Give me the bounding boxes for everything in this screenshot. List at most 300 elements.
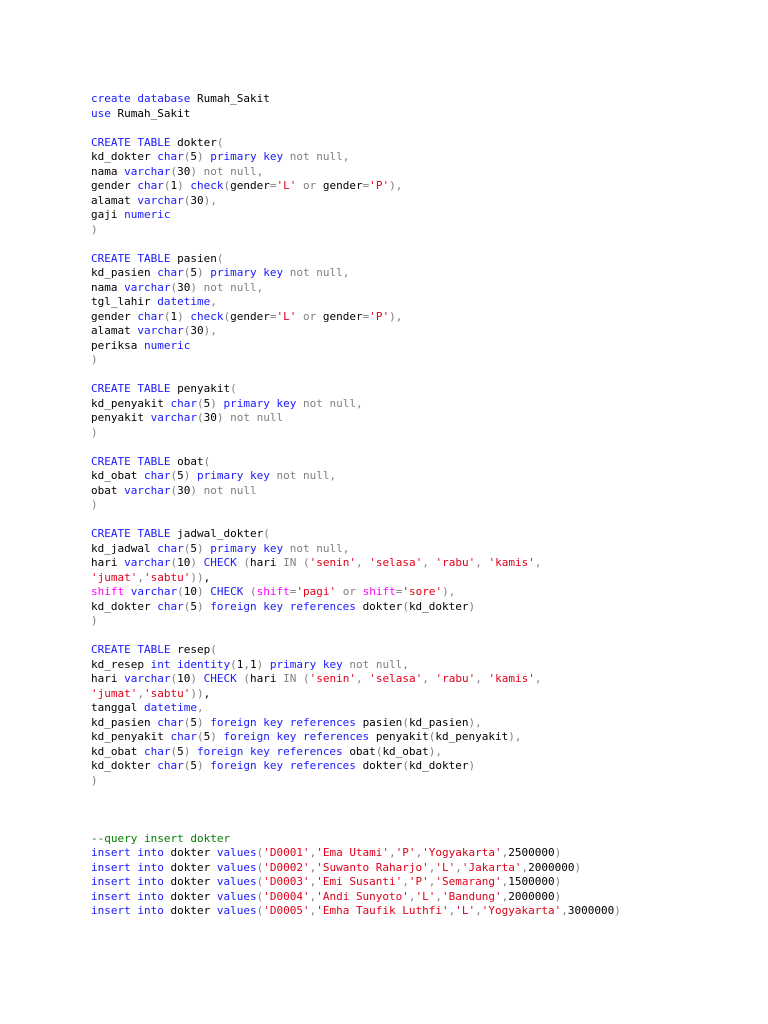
operator-text: ( bbox=[230, 657, 237, 671]
sql-keyword: char bbox=[143, 469, 171, 482]
identifier-text: obat bbox=[177, 454, 204, 468]
string-literal: 'pagi' bbox=[296, 585, 337, 598]
identifier-text: 30 bbox=[177, 280, 191, 294]
identifier-text: kd_pasien bbox=[91, 266, 158, 279]
sql-keyword: insert into bbox=[91, 904, 171, 917]
operator-text: ( bbox=[216, 135, 224, 149]
string-literal: 'Yogyakarta' bbox=[481, 904, 562, 917]
identifier-text: gaji bbox=[91, 208, 125, 221]
identifier-text: hari bbox=[91, 672, 125, 685]
sql-keyword: primary key bbox=[210, 541, 290, 555]
highlighted-identifier: shift bbox=[362, 585, 396, 598]
operator-text: ( bbox=[163, 179, 171, 192]
operator-text: not null, bbox=[289, 150, 350, 163]
blank-line bbox=[91, 788, 621, 803]
sql-keyword: varchar bbox=[124, 672, 171, 685]
identifier-text: gender bbox=[322, 309, 363, 323]
operator-text: not null, bbox=[349, 657, 409, 671]
code-line bbox=[91, 339, 621, 354]
identifier-text: kd_dokter bbox=[91, 150, 158, 163]
operator-text: ( bbox=[256, 846, 264, 859]
code-line bbox=[91, 643, 621, 658]
identifier-text: tgl_lahir bbox=[91, 295, 158, 308]
operator-text: , bbox=[309, 846, 317, 859]
blank-line bbox=[91, 440, 621, 455]
identifier-text: kd_dokter bbox=[91, 599, 158, 613]
operator-text: ( bbox=[402, 715, 409, 729]
operator-text: , bbox=[422, 556, 436, 569]
operator-text: , bbox=[534, 556, 542, 569]
identifier-text: kd_penyakit bbox=[435, 730, 509, 743]
sql-keyword: char bbox=[157, 266, 184, 279]
operator-text: ( bbox=[183, 193, 191, 207]
identifier-text: obat bbox=[91, 483, 125, 497]
sql-keyword: char bbox=[157, 150, 184, 163]
sql-keyword: char bbox=[157, 541, 184, 555]
operator-text: ( bbox=[177, 585, 184, 598]
operator-text: ( bbox=[210, 643, 217, 656]
identifier-text: kd_obat bbox=[382, 744, 429, 758]
operator-text: ( bbox=[170, 280, 178, 294]
sql-keyword: varchar bbox=[124, 164, 171, 178]
identifier-text: 2000000 bbox=[508, 889, 555, 903]
blank-line bbox=[91, 237, 621, 252]
operator-text: not null, bbox=[289, 541, 350, 555]
operator-text: , bbox=[422, 672, 436, 685]
operator-text: , bbox=[475, 556, 489, 569]
operator-text: , bbox=[455, 860, 462, 874]
operator-text: , bbox=[210, 295, 217, 308]
code-line bbox=[91, 556, 621, 571]
sql-keyword: varchar bbox=[130, 585, 178, 598]
sql-keyword: char bbox=[143, 744, 171, 758]
identifier-text: gender bbox=[230, 179, 270, 192]
sql-keyword: varchar bbox=[124, 556, 171, 569]
operator-text: ( bbox=[170, 556, 178, 569]
code-line bbox=[91, 252, 621, 267]
sql-keyword: values bbox=[216, 875, 257, 888]
string-literal: 'L' bbox=[435, 860, 456, 874]
identifier-text: kd_pasien bbox=[91, 715, 158, 729]
sql-keyword: CHECK bbox=[203, 672, 244, 685]
operator-text: ), bbox=[442, 585, 456, 598]
sql-keyword: insert into bbox=[91, 875, 171, 888]
operator-text: ) not null, bbox=[190, 280, 264, 294]
string-literal: 'P' bbox=[369, 309, 390, 323]
operator-text: = bbox=[269, 309, 277, 323]
blank-line bbox=[91, 513, 621, 528]
sql-keyword: char bbox=[170, 730, 197, 743]
operator-text: ) bbox=[468, 759, 476, 772]
identifier-text: penyakit bbox=[91, 411, 151, 424]
identifier-text: gender bbox=[230, 309, 270, 323]
code-line bbox=[91, 411, 621, 426]
string-literal: 'Suwanto Raharjo' bbox=[316, 860, 429, 874]
identifier-text: 5 bbox=[190, 599, 197, 613]
identifier-text: 5 bbox=[190, 266, 197, 279]
code-line bbox=[91, 223, 621, 238]
operator-text: ( bbox=[170, 483, 178, 497]
operator-text: ) bbox=[183, 744, 197, 758]
identifier-text: 10 bbox=[177, 556, 191, 569]
identifier-text: 5 bbox=[190, 759, 197, 772]
identifier-text: 30 bbox=[190, 324, 204, 337]
sql-script-document bbox=[91, 92, 621, 919]
code-line bbox=[91, 701, 621, 716]
operator-text: , bbox=[355, 556, 370, 569]
sql-keyword: numeric bbox=[143, 338, 191, 352]
code-line bbox=[91, 904, 621, 919]
operator-text: , bbox=[475, 904, 482, 917]
code-line bbox=[91, 165, 621, 180]
sql-keyword: CREATE TABLE bbox=[91, 454, 178, 468]
code-line bbox=[91, 281, 621, 296]
string-literal: 'P' bbox=[369, 179, 390, 192]
operator-text: , bbox=[475, 672, 489, 685]
sql-keyword: varchar bbox=[124, 483, 171, 497]
string-literal: 'D0001' bbox=[263, 846, 310, 859]
sql-comment: --query insert dokter bbox=[91, 831, 231, 845]
operator-text: = bbox=[362, 309, 370, 323]
identifier-text: resep bbox=[177, 643, 211, 656]
code-line bbox=[91, 687, 621, 702]
string-literal: 'D0003' bbox=[263, 875, 310, 888]
sql-keyword: CREATE TABLE bbox=[91, 382, 178, 395]
sql-keyword: char bbox=[137, 179, 164, 192]
operator-text: , bbox=[243, 657, 250, 671]
operator-text: ( bbox=[183, 759, 191, 772]
sql-keyword: foreign key references bbox=[223, 730, 376, 743]
identifier-text: 1 bbox=[170, 179, 178, 192]
code-line bbox=[91, 759, 621, 774]
string-literal: 'P' bbox=[408, 875, 429, 888]
operator-text: ( bbox=[163, 309, 171, 323]
operator-text: ) bbox=[468, 599, 476, 613]
identifier-text: 1 bbox=[170, 309, 178, 323]
operator-text: ( bbox=[216, 251, 224, 265]
identifier-text: alamat bbox=[91, 324, 138, 337]
sql-keyword: primary key bbox=[196, 469, 277, 482]
identifier-text: dokter bbox=[177, 135, 217, 149]
operator-text: ), bbox=[203, 324, 217, 337]
code-line bbox=[91, 397, 621, 412]
operator-text: or bbox=[336, 585, 363, 598]
string-literal: 'L' bbox=[415, 889, 436, 903]
operator-text: ) not null bbox=[190, 483, 257, 497]
identifier-text: 5 bbox=[190, 715, 197, 729]
identifier-text: hari bbox=[249, 556, 284, 569]
code-line bbox=[91, 527, 621, 542]
operator-text: ( bbox=[170, 164, 178, 178]
operator-text: ) bbox=[210, 396, 224, 410]
identifier-text: pasien bbox=[177, 251, 217, 265]
identifier-text: 30 bbox=[177, 483, 191, 497]
string-literal: 'D0004' bbox=[263, 889, 310, 903]
operator-text: , bbox=[501, 846, 509, 859]
code-line bbox=[91, 716, 621, 731]
identifier-text: kd_jadwal bbox=[91, 541, 158, 555]
sql-keyword: datetime bbox=[157, 295, 211, 308]
operator-text: ( bbox=[256, 889, 264, 903]
code-line bbox=[91, 600, 621, 615]
code-line bbox=[91, 194, 621, 209]
identifier-text: 5 bbox=[203, 396, 211, 410]
operator-text: ) bbox=[177, 309, 191, 323]
operator-text: , bbox=[501, 889, 509, 903]
operator-text: ) bbox=[196, 150, 211, 163]
operator-text: , bbox=[448, 904, 456, 917]
sql-keyword: foreign key references bbox=[210, 599, 363, 613]
operator-text: ) bbox=[91, 498, 98, 511]
string-literal: 'jumat' bbox=[91, 686, 138, 700]
sql-keyword: use bbox=[91, 106, 118, 120]
code-line bbox=[91, 324, 621, 339]
operator-text: ) bbox=[554, 846, 562, 859]
string-literal: 'Bandung' bbox=[442, 889, 502, 903]
operator-text: ( bbox=[170, 469, 178, 482]
sql-keyword: varchar bbox=[150, 411, 197, 424]
operator-text: ( bbox=[170, 672, 178, 685]
operator-text: ) bbox=[190, 556, 204, 569]
operator-text: )) bbox=[190, 570, 204, 584]
identifier-text: Rumah_Sakit bbox=[196, 92, 270, 105]
sql-keyword: insert into bbox=[91, 860, 171, 874]
sql-keyword: insert into bbox=[91, 846, 171, 859]
code-line bbox=[91, 107, 621, 122]
highlighted-identifier: shift bbox=[256, 585, 290, 598]
operator-text: ( bbox=[402, 759, 409, 772]
identifier-text: 1 bbox=[236, 657, 244, 671]
identifier-text: tanggal bbox=[91, 701, 144, 714]
identifier-text: jadwal_dokter bbox=[177, 527, 264, 540]
operator-text: ) bbox=[210, 730, 224, 743]
operator-text: ( bbox=[183, 599, 191, 613]
sql-keyword: char bbox=[157, 759, 184, 772]
operator-text: , bbox=[408, 889, 416, 903]
code-line bbox=[91, 469, 621, 484]
identifier-text: , bbox=[203, 570, 211, 584]
operator-text: ( bbox=[183, 324, 191, 337]
operator-text: , bbox=[309, 875, 317, 888]
code-line bbox=[91, 571, 621, 586]
operator-text: , bbox=[309, 889, 317, 903]
identifier-text: kd_obat bbox=[91, 744, 144, 758]
operator-text: = bbox=[395, 585, 403, 598]
code-line bbox=[91, 730, 621, 745]
operator-text: ) bbox=[91, 773, 98, 787]
operator-text: ) bbox=[574, 860, 582, 874]
identifier-text: 30 bbox=[190, 193, 204, 207]
identifier-text: 30 bbox=[177, 164, 191, 178]
operator-text: ( bbox=[223, 309, 231, 323]
string-literal: 'kamis' bbox=[488, 672, 535, 685]
identifier-text: 5 bbox=[190, 541, 197, 555]
blank-line bbox=[91, 817, 621, 832]
identifier-text: 2000000 bbox=[528, 860, 575, 874]
operator-text: ), bbox=[389, 179, 403, 192]
string-literal: 'Ema Utami' bbox=[316, 846, 390, 859]
sql-keyword: foreign key references bbox=[196, 744, 350, 758]
sql-keyword: check bbox=[190, 179, 224, 192]
operator-text: , bbox=[501, 875, 509, 888]
identifier-text: 2500000 bbox=[508, 846, 555, 859]
code-line bbox=[91, 136, 621, 151]
blank-line bbox=[91, 368, 621, 383]
sql-keyword: CHECK bbox=[210, 585, 250, 598]
identifier-text: kd_penyakit bbox=[91, 396, 171, 410]
identifier-text: dokter bbox=[170, 860, 217, 874]
operator-text: ( bbox=[196, 411, 204, 424]
string-literal: 'selasa' bbox=[369, 556, 423, 569]
code-line bbox=[91, 585, 621, 600]
code-line bbox=[91, 426, 621, 441]
string-literal: 'L' bbox=[276, 309, 297, 323]
string-literal: 'jumat' bbox=[91, 570, 138, 584]
operator-text: ( bbox=[428, 730, 436, 743]
code-line bbox=[91, 295, 621, 310]
string-literal: 'sore' bbox=[402, 585, 443, 598]
operator-text: ) bbox=[91, 425, 98, 439]
operator-text: ( bbox=[196, 396, 204, 410]
sql-keyword: numeric bbox=[124, 208, 171, 221]
identifier-text: kd_obat bbox=[91, 469, 144, 482]
operator-text: not null, bbox=[276, 469, 337, 482]
sql-keyword: primary key bbox=[269, 657, 350, 671]
operator-text: ( bbox=[230, 382, 237, 395]
identifier-text: 1 bbox=[249, 657, 257, 671]
sql-keyword: values bbox=[216, 860, 257, 874]
code-line bbox=[91, 92, 621, 107]
operator-text: ( bbox=[170, 744, 178, 758]
operator-text: ) bbox=[91, 222, 98, 236]
identifier-text: hari bbox=[91, 556, 125, 569]
operator-text: ( bbox=[256, 904, 264, 917]
operator-text: ) bbox=[196, 599, 211, 613]
identifier-text: kd_penyakit bbox=[91, 730, 171, 743]
sql-keyword: check bbox=[190, 309, 224, 323]
string-literal: 'D0005' bbox=[263, 904, 310, 917]
operator-text: ( bbox=[263, 527, 270, 540]
operator-text: , bbox=[137, 686, 144, 700]
sql-keyword: datetime bbox=[143, 701, 197, 714]
operator-text: or bbox=[296, 309, 323, 323]
identifier-text: 3000000 bbox=[567, 904, 615, 917]
operator-text: ), bbox=[428, 744, 443, 758]
operator-text: ( bbox=[183, 266, 191, 279]
code-line bbox=[91, 774, 621, 789]
identifier-text: 5 bbox=[177, 744, 184, 758]
sql-keyword: primary key bbox=[210, 266, 290, 279]
operator-text: , bbox=[196, 701, 204, 714]
identifier-text: nama bbox=[91, 280, 125, 294]
string-literal: 'Emi Susanti' bbox=[316, 875, 403, 888]
sql-keyword: char bbox=[137, 309, 164, 323]
string-literal: 'senin' bbox=[309, 672, 356, 685]
sql-keyword: varchar bbox=[124, 280, 171, 294]
string-literal: 'Andi Sunyoto' bbox=[316, 889, 409, 903]
identifier-text: kd_resep bbox=[91, 657, 151, 671]
string-literal: 'selasa' bbox=[369, 672, 423, 685]
string-literal: 'rabu' bbox=[435, 556, 476, 569]
sql-keyword: CREATE TABLE bbox=[91, 527, 178, 540]
identifier-text: 5 bbox=[203, 730, 211, 743]
operator-text: ) not null bbox=[216, 411, 284, 424]
operator-text: ( bbox=[183, 541, 191, 555]
operator-text: ) bbox=[196, 585, 211, 598]
operator-text: ) bbox=[91, 614, 98, 627]
operator-text: ( bbox=[243, 556, 250, 569]
code-line bbox=[91, 455, 621, 470]
identifier-text: gender bbox=[91, 309, 138, 323]
operator-text: ( bbox=[196, 730, 204, 743]
sql-keyword: char bbox=[170, 396, 197, 410]
identifier-text: kd_dokter bbox=[91, 759, 158, 772]
operator-text: ), bbox=[389, 309, 403, 323]
operator-text: not null, bbox=[302, 396, 363, 410]
identifier-text: pasien bbox=[362, 715, 403, 729]
sql-keyword: varchar bbox=[137, 193, 184, 207]
identifier-text: dokter bbox=[170, 875, 217, 888]
identifier-text: dokter bbox=[170, 904, 217, 917]
operator-text: = bbox=[269, 179, 277, 192]
sql-keyword: CREATE TABLE bbox=[91, 135, 178, 149]
operator-text: IN ( bbox=[283, 556, 310, 569]
identifier-text: alamat bbox=[91, 193, 138, 207]
operator-text: , bbox=[428, 860, 436, 874]
operator-text: , bbox=[402, 875, 409, 888]
identifier-text: hari bbox=[249, 672, 284, 685]
operator-text: or bbox=[296, 179, 323, 192]
identifier-text: 30 bbox=[203, 411, 217, 424]
string-literal: 'kamis' bbox=[488, 556, 535, 569]
operator-text: , bbox=[355, 672, 370, 685]
identifier-text: 5 bbox=[190, 150, 197, 163]
operator-text: , bbox=[309, 904, 317, 917]
operator-text: , bbox=[415, 846, 423, 859]
sql-keyword: primary key bbox=[223, 396, 303, 410]
identifier-text: penyakit bbox=[177, 382, 231, 395]
blank-line bbox=[91, 121, 621, 136]
blank-line bbox=[91, 629, 621, 644]
string-literal: 'sabtu' bbox=[143, 570, 191, 584]
code-line bbox=[91, 542, 621, 557]
code-line bbox=[91, 382, 621, 397]
operator-text: ( bbox=[402, 599, 409, 613]
string-literal: 'sabtu' bbox=[143, 686, 191, 700]
code-line bbox=[91, 745, 621, 760]
operator-text: ), bbox=[508, 730, 522, 743]
code-line bbox=[91, 672, 621, 687]
sql-keyword: varchar bbox=[137, 324, 184, 337]
operator-text: ), bbox=[203, 193, 217, 207]
operator-text: ) bbox=[91, 353, 98, 366]
operator-text: ( bbox=[249, 585, 257, 598]
sql-keyword: foreign key references bbox=[210, 759, 363, 772]
code-line bbox=[91, 266, 621, 281]
code-line bbox=[91, 310, 621, 325]
identifier-text: kd_pasien bbox=[408, 715, 469, 729]
operator-text: , bbox=[428, 875, 436, 888]
operator-text: not null, bbox=[289, 266, 350, 279]
sql-keyword: values bbox=[216, 904, 257, 917]
code-line bbox=[91, 484, 621, 499]
blank-line bbox=[91, 803, 621, 818]
string-literal: 'rabu' bbox=[435, 672, 476, 685]
code-line bbox=[91, 353, 621, 368]
operator-text: ) bbox=[196, 266, 211, 279]
identifier-text: kd_dokter bbox=[408, 599, 469, 613]
string-literal: 'Yogyakarta' bbox=[422, 846, 502, 859]
